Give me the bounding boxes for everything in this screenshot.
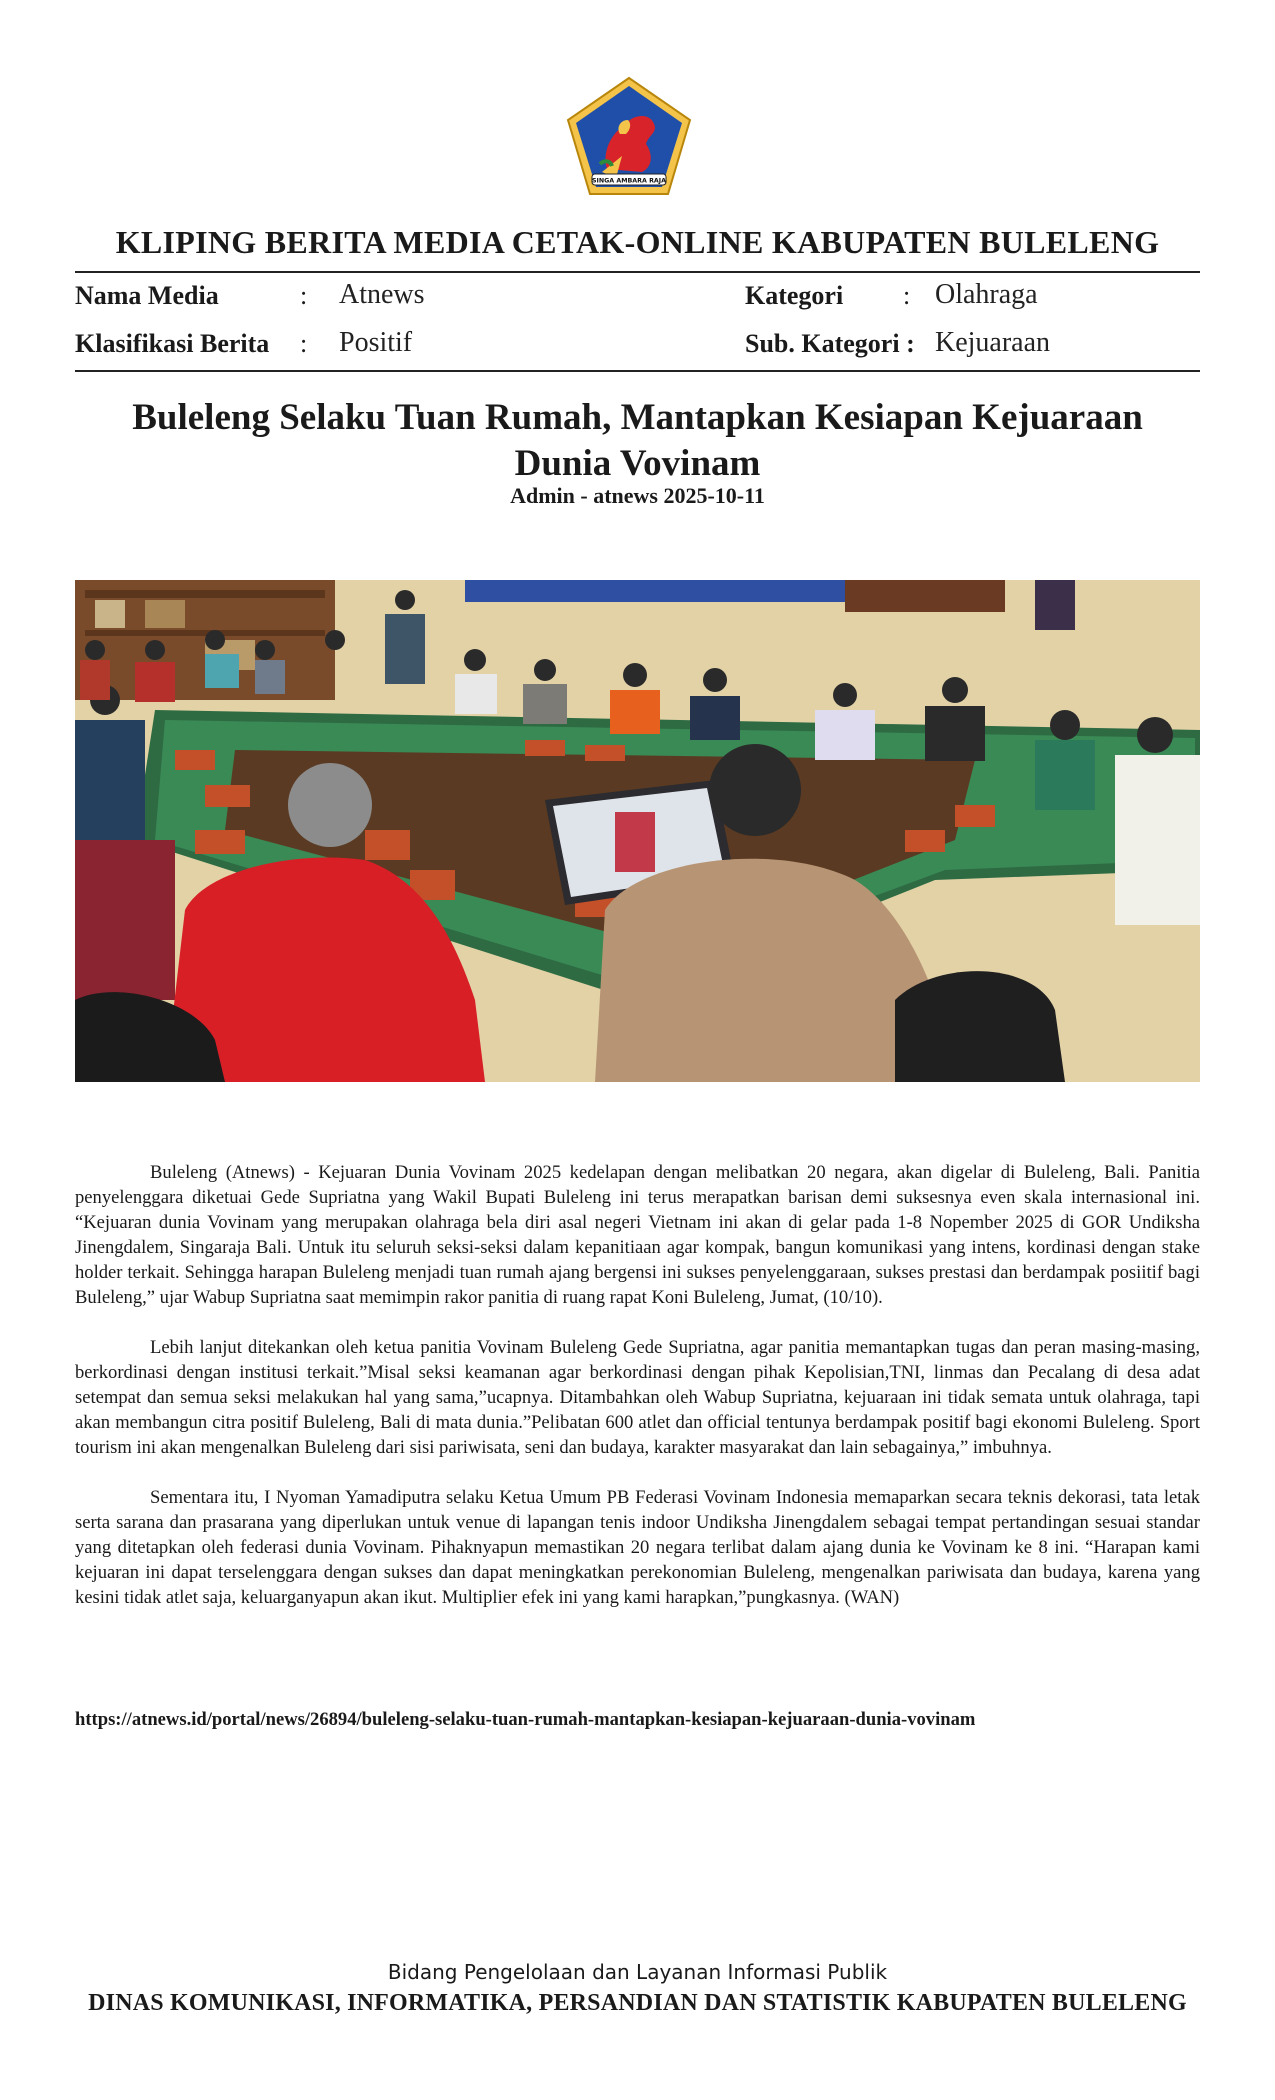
subkategori-label: Sub. Kategori : [745, 329, 915, 358]
klasifikasi-colon: : [300, 329, 308, 358]
clipping-header-title: KLIPING BERITA MEDIA CETAK-ONLINE KABUPATEN BULELENG [115, 224, 1160, 260]
kategori-colon: : [903, 281, 911, 310]
klasifikasi-value: Positif [339, 327, 413, 358]
article-paragraph-1: Buleleng (Atnews) - Kejuaran Dunia Vovinam 2025 kedelapan dengan melibatkan 20 negara, akan digelar di Buleleng, Bali. Panitia penyelenggara diketuai Gede Supriatna yang Wakil Bupati Buleleng ini terus merapatkan barisan demi suksesnya even skala internasional ini. “Kejuaran dunia Vovinam yang merupakan olahraga bela diri asal negeri Vietnam ini akan di gelar pada 1-8 Nopember 2025 di GOR Undiksha Jinengdalem, Singaraja Bali. Untuk itu seluruh seksi-seksi dalam kepanitiaan agar kompak, bangun komunikasi yang intens, kordinasi dengan stake holder terkait. Sehingga harapan Buleleng menjadi tuan rumah ajang bergensi ini sukses penyelenggaraan, sukses prestasi dan berdampak posiitif bagi Buleleng,” ujar Wabup Supriatna saat memimpin rakor panitia di ruang rapat Koni Buleleng, Jumat, (10/10). [75, 1162, 1200, 1308]
kategori-label: Kategori [745, 281, 844, 310]
article-title [110, 395, 1165, 487]
meta-divider [75, 370, 1200, 372]
article-byline: Admin - atnews 2025-10-11 [510, 483, 765, 508]
article-paragraph-3: Sementara itu, I Nyoman Yamadiputra selaku Ketua Umum PB Federasi Vovinam Indonesia memaparkan secara teknis dekorasi, tata letak serta sarana dan prasarana yang diperlukan untuk venue di lapangan tenis indoor Undiksha Jinengdalem sebagai tempat pertandingan sesuai standar yang ditetapkan oleh federasi dunia Vovinam. Pihaknyapun memastikan 20 negara terlibat dalam ajang dunia ke Vovinam ke 8 ini. “Harapan kami kejuaran ini dapat terselenggara dengan sukses dan dapat meningkatkan perekonomian Buleleng, mengenalkan pariwisata dan budaya, karena yang kesini tidak atlet saja, keluarganyapun akan ikut. Multiplier efek ini yang kami harapkan,”pungkasnya. (WAN) [75, 1487, 1200, 1608]
media-value: Atnews [339, 279, 425, 310]
klasifikasi-label: Klasifikasi Berita [75, 329, 270, 358]
meeting-photo [75, 580, 1200, 1082]
article-body [75, 1160, 1200, 1635]
media-colon: : [300, 281, 308, 310]
header-divider [75, 271, 1200, 273]
article-title-line2: Dunia Vovinam [514, 443, 761, 484]
buleleng-emblem-icon [562, 74, 696, 200]
kategori-value: Olahraga [935, 279, 1038, 310]
article-title-line1: Buleleng Selaku Tuan Rumah, Mantapkan Kesiapan Kejuaraan [132, 397, 1143, 438]
media-label: Nama Media [75, 281, 219, 310]
subkategori-value: Kejuaraan [935, 327, 1051, 358]
article-paragraph-2: Lebih lanjut ditekankan oleh ketua panitia Vovinam Buleleng Gede Supriatna, agar panitia memantapkan tugas dan peran masing-masing, berkordinasi dengan institusi terkait.”Misal seksi keamanan agar berkordinasi dengan pihak Kepolisian,TNI, linmas dan Pecalang di desa adat setempat dan semua seksi melakukan hal yang sama,”ucapnya. Ditambahkan oleh Wabup Supriatna, kejuaraan ini tidak semata untuk olahraga, tapi akan membangun citra positif Buleleng, Bali di mata dunia.”Pelibatan 600 atlet dan official tentunya berdampak positif bagi ekonomi Buleleng. Sport tourism ini akan mengenalkan Buleleng dari sisi pariwisata, seni dan budaya, karakter masyarakat dan lain sebagainya,” imbuhnya. [75, 1337, 1200, 1458]
footer-agency: DINAS KOMUNIKASI, INFORMATIKA, PERSANDIAN DAN STATISTIK KABUPATEN BULELENG [88, 1990, 1187, 2016]
source-url-link[interactable]: https://atnews.id/portal/news/26894/buleleng-selaku-tuan-rumah-mantapkan-kesiapan-kejuaraan-dunia-vovinam [75, 1709, 976, 1730]
emblem-motto: SINGA AMBARA RAJA [591, 177, 667, 185]
footer-department: Bidang Pengelolaan dan Layanan Informasi Publik [387, 1960, 888, 1984]
